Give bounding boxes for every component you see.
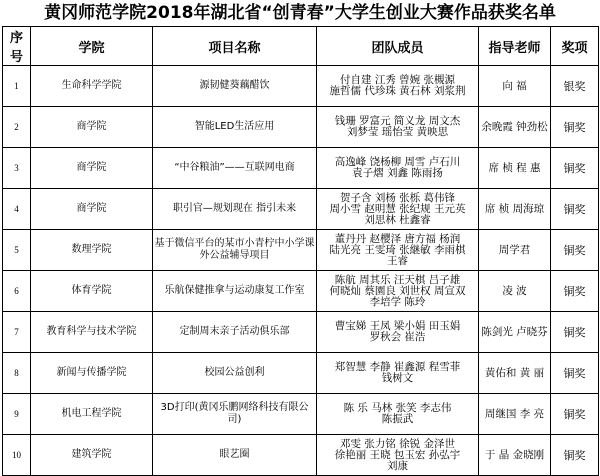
row-members (317, 230, 479, 271)
member-line: 刘康 (387, 459, 408, 472)
table-row (3, 435, 599, 476)
row-members (317, 271, 479, 312)
member-line: 何晓灿 蔡園良 刘世权 周宣双 (329, 284, 466, 297)
row-teacher: 席 桢 周海琼 (479, 189, 551, 230)
row-number: 5 (3, 230, 31, 271)
row-teacher: 余晚霞 钟劲松 (479, 107, 551, 148)
member-line: 袁子熠 刘鑫 陈雨扬 (352, 167, 443, 179)
member-line: 李培学 陈玲 (369, 295, 426, 308)
page-title: 黄冈师范学院2018年湖北省“创青春”大学生创业大赛作品获奖名单 (44, 3, 556, 23)
member-line: 高逸峰 饶杨柳 周雪 卢石川 (334, 156, 461, 168)
row-teacher: 凌 波 (479, 271, 551, 312)
member-line: 陈振武 (381, 413, 414, 425)
table-row (3, 107, 599, 148)
row-project: 3D打印(黄冈乐鹏网络科技有限公司) (153, 394, 317, 435)
row-award: 铜奖 (551, 394, 599, 435)
row-number: 6 (3, 271, 31, 312)
row-college: 机电工程学院 (31, 394, 153, 435)
table-header-row (3, 27, 599, 66)
table-row (3, 189, 599, 230)
header-no: 序号 (3, 27, 31, 66)
table-row (3, 66, 599, 107)
row-award: 铜奖 (551, 353, 599, 394)
member-line: 钱树文 (381, 372, 414, 384)
row-college: 建筑学院 (31, 435, 153, 476)
header-members: 团队成员 (317, 27, 479, 66)
row-award: 铜奖 (551, 230, 599, 271)
member-line: 罗秋会 崔浩 (369, 331, 426, 343)
member-line: 施哲儒 代珍珠 黄石林 刘浆荆 (329, 85, 466, 97)
row-project: 眼艺圈 (153, 435, 317, 476)
row-award: 银奖 (551, 66, 599, 107)
row-members (317, 107, 479, 148)
row-teacher: 周学君 (479, 230, 551, 271)
row-project: 定制周末亲子活动俱乐部 (153, 312, 317, 353)
row-college: 新闻与传播学院 (31, 353, 153, 394)
member-line: 刘思林 杜鑫睿 (364, 213, 431, 226)
member-line: 徐艳丽 王晓 包玉宏 孙弘宇 (334, 448, 461, 461)
member-line: 刘梦莹 瑶怡莹 黄映思 (346, 126, 449, 138)
row-college: 商学院 (31, 189, 153, 230)
table-row (3, 230, 599, 271)
row-members (317, 394, 479, 435)
table-row (3, 353, 599, 394)
header-college: 学院 (31, 27, 153, 66)
row-project: 乐航保健推拿与运动康复工作室 (153, 271, 317, 312)
row-teacher: 席 桢 程 惠 (479, 148, 551, 189)
table-body (3, 66, 599, 476)
row-teacher: 向 福 (479, 66, 551, 107)
row-award: 铜奖 (551, 435, 599, 476)
row-members (317, 353, 479, 394)
member-line: 付自建 江秀 曾婉 张槻源 (339, 74, 455, 86)
row-project: 源韧健葵藕醋饮 (153, 66, 317, 107)
table-row (3, 148, 599, 189)
row-teacher: 于 晶 金晓刚 (479, 435, 551, 476)
row-number: 7 (3, 312, 31, 353)
row-number: 2 (3, 107, 31, 148)
row-college: 体育学院 (31, 271, 153, 312)
row-number: 9 (3, 394, 31, 435)
row-project: 智能LED生活应用 (153, 107, 317, 148)
table-row (3, 271, 599, 312)
member-line: 董丹丹 赵樱泽 唐方福 杨润 (334, 232, 461, 245)
member-line: 曹宝娣 王凤 梁小娟 田玉娟 (334, 320, 461, 332)
member-line: 邓雯 张力铭 徐锐 金泽世 (339, 437, 455, 450)
row-number: 1 (3, 66, 31, 107)
row-number: 3 (3, 148, 31, 189)
awards-table (2, 26, 599, 476)
row-project: “中谷粮油”——互联网电商 (153, 148, 317, 189)
member-line: 贺子含 刘杨 张栎 葛伟锋 (339, 191, 455, 204)
row-award: 铜奖 (551, 189, 599, 230)
member-line: 陆光亮 王雯琦 张継敏 李雨棋 (329, 243, 466, 256)
row-award: 铜奖 (551, 271, 599, 312)
row-teacher: 周继国 李 亮 (479, 394, 551, 435)
row-college: 数理学院 (31, 230, 153, 271)
row-members (317, 189, 479, 230)
header-project: 项目名称 (153, 27, 317, 66)
row-college: 商学院 (31, 148, 153, 189)
row-members (317, 435, 479, 476)
table-row (3, 312, 599, 353)
row-number: 4 (3, 189, 31, 230)
row-teacher: 黄佑和 黄 丽 (479, 353, 551, 394)
member-line: 钱珊 罗富元 简义龙 周文杰 (334, 115, 461, 127)
row-college: 教育科学与技术学院 (31, 312, 153, 353)
row-teacher: 陈剑光 卢晓芬 (479, 312, 551, 353)
row-award: 铜奖 (551, 148, 599, 189)
row-number: 8 (3, 353, 31, 394)
member-line: 陈航 周其乐 汪天棋 吕子雄 (334, 273, 461, 286)
row-award: 铜奖 (551, 107, 599, 148)
row-award: 铜奖 (551, 312, 599, 353)
row-members (317, 148, 479, 189)
row-college: 生命科学学院 (31, 66, 153, 107)
member-line: 郑智慧 李静 崔鑫源 程雪菲 (334, 361, 461, 373)
row-members (317, 312, 479, 353)
member-line: 陈 乐 马林 张笑 李志伟 (343, 402, 452, 414)
row-college: 商学院 (31, 107, 153, 148)
row-project: 基于微信平台的某市小青柠中小学课外公益辅导项目 (153, 230, 317, 271)
member-line: 王睿 (387, 254, 408, 267)
row-project: 校园公益创利 (153, 353, 317, 394)
header-award: 奖项 (551, 27, 599, 66)
header-teacher: 指导老师 (479, 27, 551, 66)
row-members (317, 66, 479, 107)
table-row (3, 394, 599, 435)
row-number: 10 (3, 435, 31, 476)
member-line: 周小雪 赵明慧 张纪规 王元英 (329, 202, 466, 215)
row-project: 职引官—规划现在 指引未来 (153, 189, 317, 230)
